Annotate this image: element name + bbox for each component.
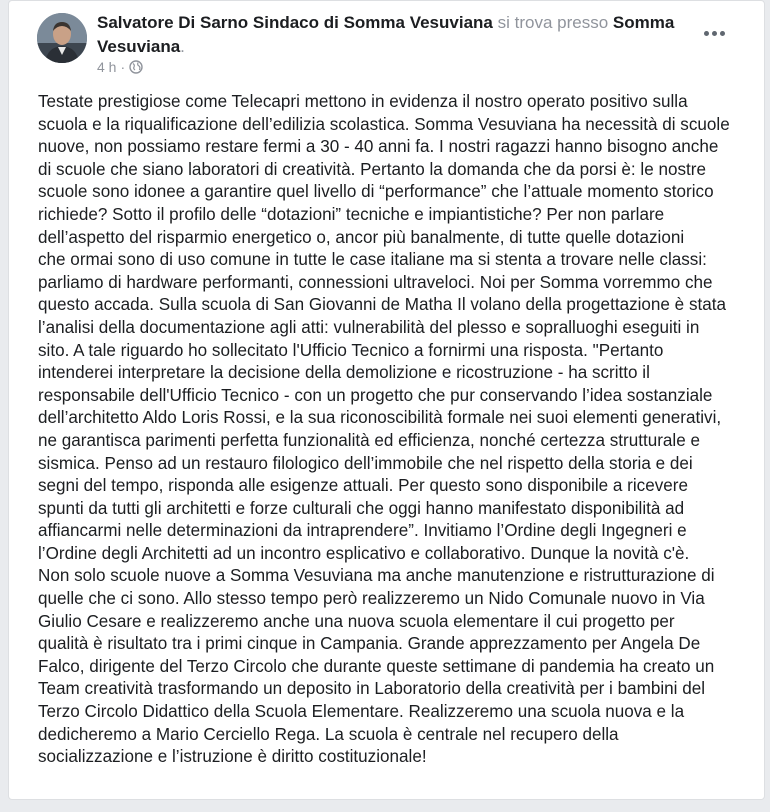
dot: [720, 31, 725, 36]
author-name[interactable]: Salvatore Di Sarno Sindaco di Somma Vesuviana: [97, 13, 493, 32]
post-header: [9, 1, 764, 87]
dot: [704, 31, 709, 36]
post-meta: [97, 59, 143, 75]
post-author-line: [97, 11, 687, 59]
more-options-icon[interactable]: [700, 23, 728, 43]
location-prefix: si trova presso: [497, 13, 609, 32]
location-suffix: .: [180, 37, 185, 56]
post-timestamp[interactable]: 4 h: [97, 59, 117, 75]
post-body-text: Testate prestigiose come Telecapri mettono in evidenza il nostro operato positivo sulla scuola e la riqualificazione dell’edilizia scolastica. Somma Vesuviana ha necessità di scuole nuove, non possiamo restare fermi a 30 - 40 anni fa. I nostri ragazzi hanno bisogno anche di scuole che siano laboratori di creatività. Pertanto la domanda che da porsi è: le nostre scuole sono idonee a garantire quel livello di “performance” che l’attuale momento storico richiede? Sotto il profilo delle “dotazioni” tecniche e impiantistiche? Per non parlare dell’aspetto del risparmio energetico o, ancor più banalmente, di tutte quelle dotazioni che ormai sono di uso comune in tutte le case italiane ma si stenta a trovare nelle classi: parliamo di hardware performanti, connessioni ultraveloci. Noi per Somma vorremmo che questo accada. Sulla scuola di San Giovanni de Matha Il volano della progettazione è stata l’analisi della documentazione agli atti: vulnerabilità del plesso e sopralluoghi eseguiti in sito. A tale riguardo ho sollecitato l'Ufficio Tecnico a fornirmi una risposta. "Pertanto intenderei interpretare la decisione della demolizione e ricostruzione - ha scritto il responsabile dell'Ufficio Tecnico - con un progetto che pur conservando l’idea sostanziale dell’architetto Aldo Loris Rossi, e la sua riconoscibilità formale nei suoi elementi generativi, ne garantisca parimenti perfetta funzionalità ed efficienza, nonché certezza strutturale e sismica. Penso ad un restauro filologico dell’immobile che nel rispetto della storia e dei segni del tempo, risponda alle esigenze attuali. Per questo sono disponibile a ricevere spunti da tutti gli architetti e forze culturali che oggi hanno manifestato disponibilità ad affiancarmi nelle determinazioni da intraprendere”. Invitiamo l’Ordine degli Ingegneri e l’Ordine degli Architetti ad un incontro esplicativo e collaborativo. Dunque la novità c'è. Non solo scuole nuove a Somma Vesuviana ma anche manutenzione e ristrutturazione di quelle che ci sono. Allo stesso tempo però realizzeremo un Nido Comunale nuovo in Via Giulio Cesare e realizzeremo anche una nuova scuola elementare il cui progetto per qualità è risultato tra i primi cinque in Campania. Grande apprezzamento per Angela De Falco, dirigente del Terzo Circolo che durante queste settimane di pandemia ha creato un Team creatività trasformando un deposito in Laboratorio della creatività per i bambini del Terzo Circolo Didattico della Scuola Elementare. Realizzeremo una scuola nuova e la dedicheremo a Mario Cerciello Rega. La scuola è centrale nel recupero della socializzazione e l’istruzione è diritto costituzionale!: [38, 92, 730, 767]
location-link[interactable]: Somma Vesuviana: [97, 13, 675, 56]
dot: [712, 31, 717, 36]
post-card: [8, 0, 765, 800]
meta-separator: ·: [120, 59, 126, 75]
avatar[interactable]: [37, 13, 87, 63]
globe-icon[interactable]: [129, 60, 143, 74]
